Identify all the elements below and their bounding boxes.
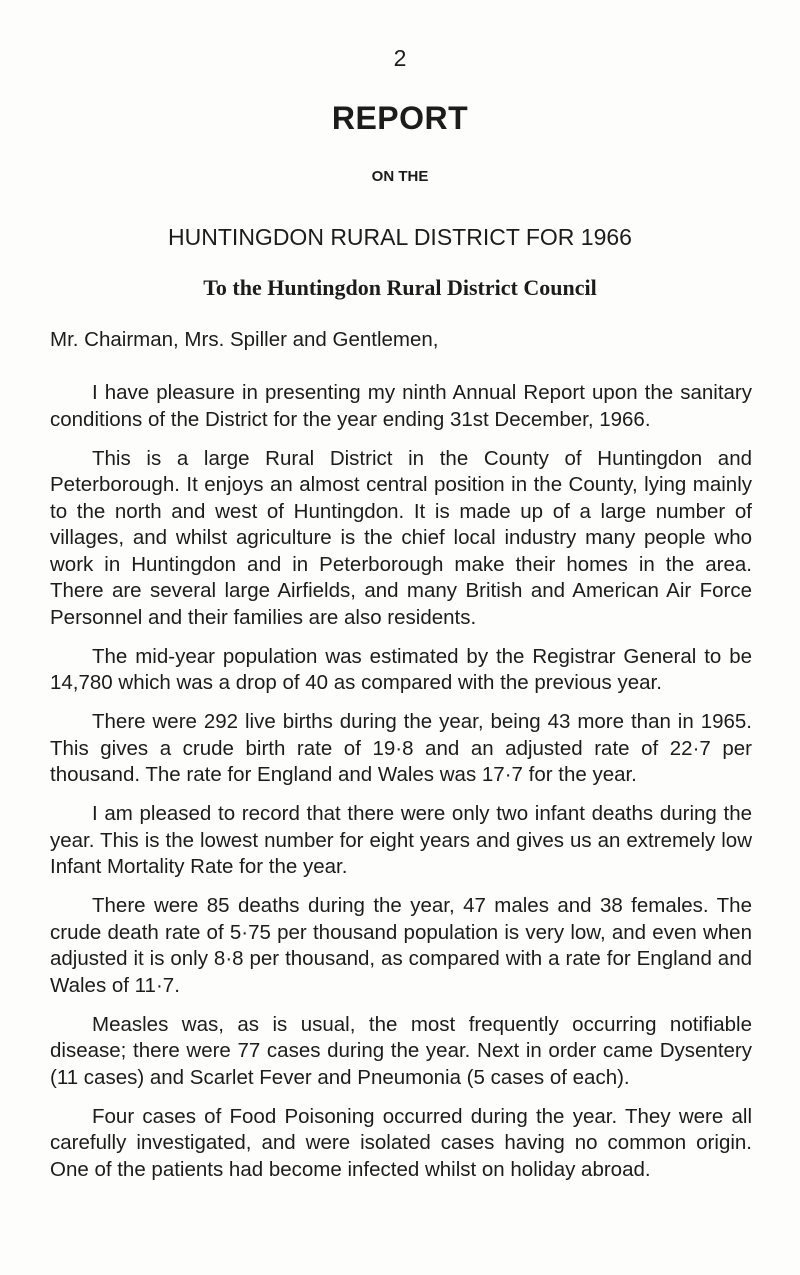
- paragraph-deaths: There were 85 deaths during the year, 47 males and 38 females. The crude death rate of 5·75 per thousand population is very low, and even when adjusted it is only 8·8 per thousand, as compared with a rate for England and Wales of 11·7.: [50, 894, 752, 997]
- district-heading: HUNTINGDON RURAL DISTRICT FOR 1966: [168, 224, 632, 250]
- paragraph-notifiable-diseases: Measles was, as is usual, the most frequently occurring notifiable disease; there were 77 cases during the year. Next in order came Dysentery (11 cases) and Scarlet Fever and Pneumonia (5 cases of each).: [50, 1012, 752, 1089]
- paragraph-births: There were 292 live births during the year, being 43 more than in 1965. This gives a crude birth rate of 19·8 and an adjusted rate of 22·7 per thousand. The rate for England and Wales was 17·7 for the year.: [50, 710, 752, 786]
- salutation: Mr. Chairman, Mrs. Spiller and Gentlemen,: [50, 328, 439, 351]
- paragraph-population: The mid-year population was estimated by the Registrar General to be 14,780 which was a drop of 40 as compared with the previous year.: [50, 644, 752, 694]
- paragraph-introduction: I have pleasure in presenting my ninth Annual Report upon the sanitary conditions of the District for the year ending 31st December, 1966.: [50, 381, 752, 431]
- report-title: REPORT: [331, 100, 469, 136]
- page-number: 2: [393, 45, 407, 71]
- paragraph-district-description: This is a large Rural District in the County of Huntingdon and Peterborough. It enjoys an almost central position in the County, lying mainly to the north and west of Huntingdon. It is made up of a large number of villages, and whilst agriculture is the chief local industry many people who work in Huntingdon and in Peterborough make their homes in the area. There are several large Airfields, and many British and American Air Force Personnel and their families are also residents.: [50, 446, 752, 629]
- paragraph-infant-deaths: I am pleased to record that there were only two infant deaths during the year. This is the lowest number for eight years and gives us an extremely low Infant Mortality Rate for the year.: [50, 802, 752, 878]
- paragraph-food-poisoning: Four cases of Food Poisoning occurred during the year. They were all carefully investigated, and were isolated cases having no common origin. One of the patients had become infected whilst on holiday abroad.: [50, 1104, 752, 1181]
- report-body: [50, 380, 752, 1183]
- addressee-heading: To the Huntingdon Rural District Council: [203, 275, 597, 300]
- report-subtitle: ON THE: [371, 168, 429, 185]
